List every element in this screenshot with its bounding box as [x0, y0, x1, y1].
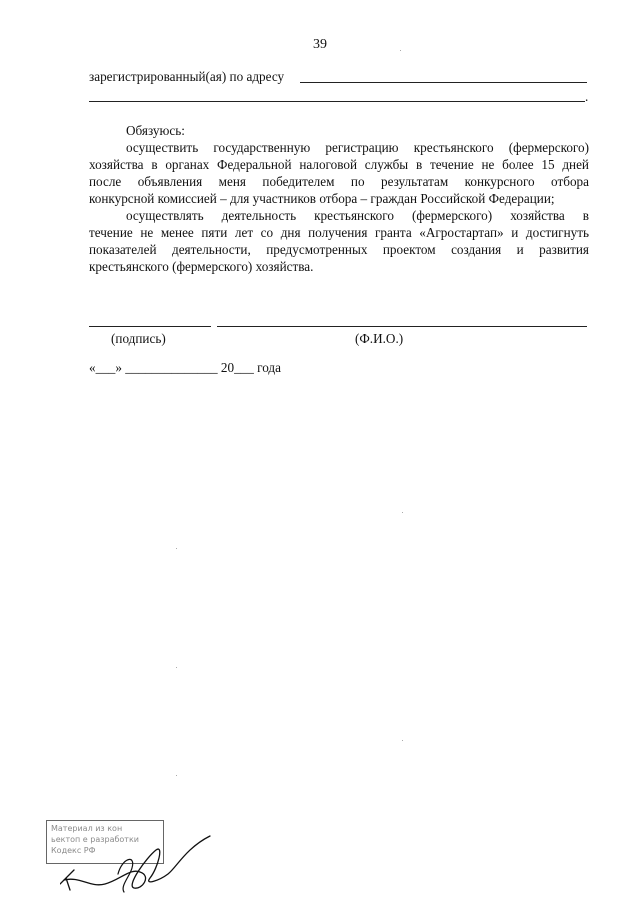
paragraph-1-line-1: осуществить государственную регистрацию крестьянского (фермерского)	[126, 140, 589, 155]
scan-speck	[176, 548, 177, 549]
date-year-blank: ___	[234, 360, 254, 375]
name-caption: (Ф.И.О.)	[355, 331, 404, 346]
date-close-quote: »	[115, 360, 122, 375]
date-line	[89, 359, 281, 376]
scan-speck	[400, 50, 401, 51]
page-number: 39	[313, 37, 327, 52]
scan-speck	[176, 667, 177, 668]
scan-speck	[402, 740, 403, 741]
date-day-blank: ___	[95, 360, 116, 375]
stamp-line-2: ьектоп е разработки	[51, 835, 139, 844]
scan-speck	[176, 775, 177, 776]
date-year-prefix: 20	[220, 360, 235, 375]
paragraph-2-line-3: показателей деятельности, предусмотренных проектом создания и развития	[89, 242, 589, 257]
paragraph-1-line-2: хозяйства в органах Федеральной налоговой службы в течение не более 15 дней	[89, 157, 589, 172]
signature-blank-line	[89, 326, 211, 327]
date-year-word: года	[257, 360, 281, 375]
date-month-blank: ______________	[125, 360, 218, 375]
address-end-mark: .	[585, 89, 589, 104]
paragraph-2-line-4: крестьянского (фермерского) хозяйства.	[89, 259, 314, 274]
handwritten-signature	[60, 828, 220, 898]
scan-speck	[402, 512, 403, 513]
stamp-line-3: Кодекс РФ	[51, 846, 96, 855]
stamp-line-1: Материал из кон	[51, 824, 123, 833]
obligations-heading: Обязуюсь:	[126, 123, 185, 138]
date-open-quote: «	[89, 360, 96, 375]
paragraph-2-line-2: течение не менее пяти лет со дня получения гранта «Агростартап» и достигнуть	[89, 225, 589, 240]
signature-caption: (подпись)	[111, 331, 166, 346]
paragraph-2-line-1: осуществлять деятельность крестьянского (фермерского) хозяйства в	[126, 208, 589, 223]
paragraph-1-line-3: после объявления меня победителем по результатам конкурсного отбора	[89, 174, 589, 189]
address-label: зарегистрированный(ая) по адресу	[89, 69, 285, 84]
address-blank-line-2	[89, 101, 585, 102]
paragraph-1-line-4: конкурсной комиссией – для участников отбора – граждан Российской Федерации;	[89, 191, 555, 206]
name-blank-line	[217, 326, 587, 327]
address-blank-line-1	[300, 82, 587, 83]
